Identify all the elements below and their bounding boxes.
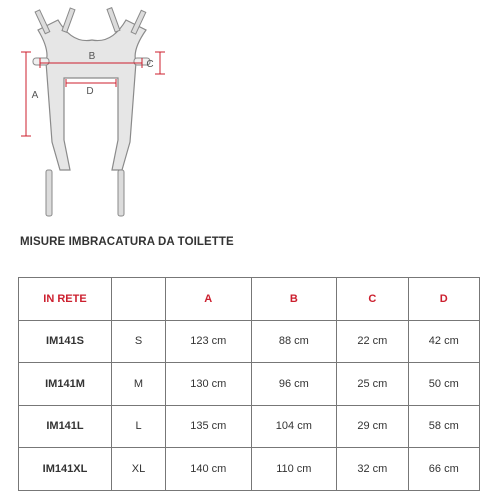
cell-size: L bbox=[112, 405, 166, 448]
cell-code: IM141XL bbox=[19, 448, 112, 491]
cell-b: 96 cm bbox=[251, 363, 337, 406]
cell-code: IM141L bbox=[19, 405, 112, 448]
cell-a: 130 cm bbox=[166, 363, 252, 406]
header-b: B bbox=[251, 278, 337, 321]
cell-size: XL bbox=[112, 448, 166, 491]
cell-code: IM141S bbox=[19, 320, 112, 363]
cell-a: 140 cm bbox=[166, 448, 252, 491]
left-handle bbox=[33, 58, 49, 65]
table-row bbox=[19, 320, 480, 363]
table-row bbox=[19, 405, 480, 448]
cell-a: 135 cm bbox=[166, 405, 252, 448]
header-c: C bbox=[337, 278, 408, 321]
cell-b: 104 cm bbox=[251, 405, 337, 448]
cell-a: 123 cm bbox=[166, 320, 252, 363]
cell-d: 66 cm bbox=[408, 448, 479, 491]
cell-c: 32 cm bbox=[337, 448, 408, 491]
cell-b: 88 cm bbox=[251, 320, 337, 363]
cell-c: 25 cm bbox=[337, 363, 408, 406]
table-header-row bbox=[19, 278, 480, 321]
header-in-rete: IN RETE bbox=[19, 278, 112, 321]
cell-b: 110 cm bbox=[251, 448, 337, 491]
table-row bbox=[19, 448, 480, 491]
cell-d: 42 cm bbox=[408, 320, 479, 363]
label-a: A bbox=[31, 90, 39, 101]
cell-c: 29 cm bbox=[337, 405, 408, 448]
header-a: A bbox=[166, 278, 252, 321]
header-size bbox=[112, 278, 166, 321]
label-b: B bbox=[88, 51, 96, 62]
size-table bbox=[18, 277, 480, 491]
sling-diagram bbox=[0, 0, 500, 230]
cell-code: IM141M bbox=[19, 363, 112, 406]
label-d: D bbox=[86, 86, 94, 97]
cell-size: M bbox=[112, 363, 166, 406]
cell-c: 22 cm bbox=[337, 320, 408, 363]
cell-d: 50 cm bbox=[408, 363, 479, 406]
cell-size: S bbox=[112, 320, 166, 363]
table-row bbox=[19, 363, 480, 406]
leg-straps bbox=[46, 170, 124, 216]
header-d: D bbox=[408, 278, 479, 321]
label-c: C bbox=[146, 59, 154, 70]
page-title: MISURE IMBRACATURA DA TOILETTE bbox=[20, 236, 234, 248]
cell-d: 58 cm bbox=[408, 405, 479, 448]
